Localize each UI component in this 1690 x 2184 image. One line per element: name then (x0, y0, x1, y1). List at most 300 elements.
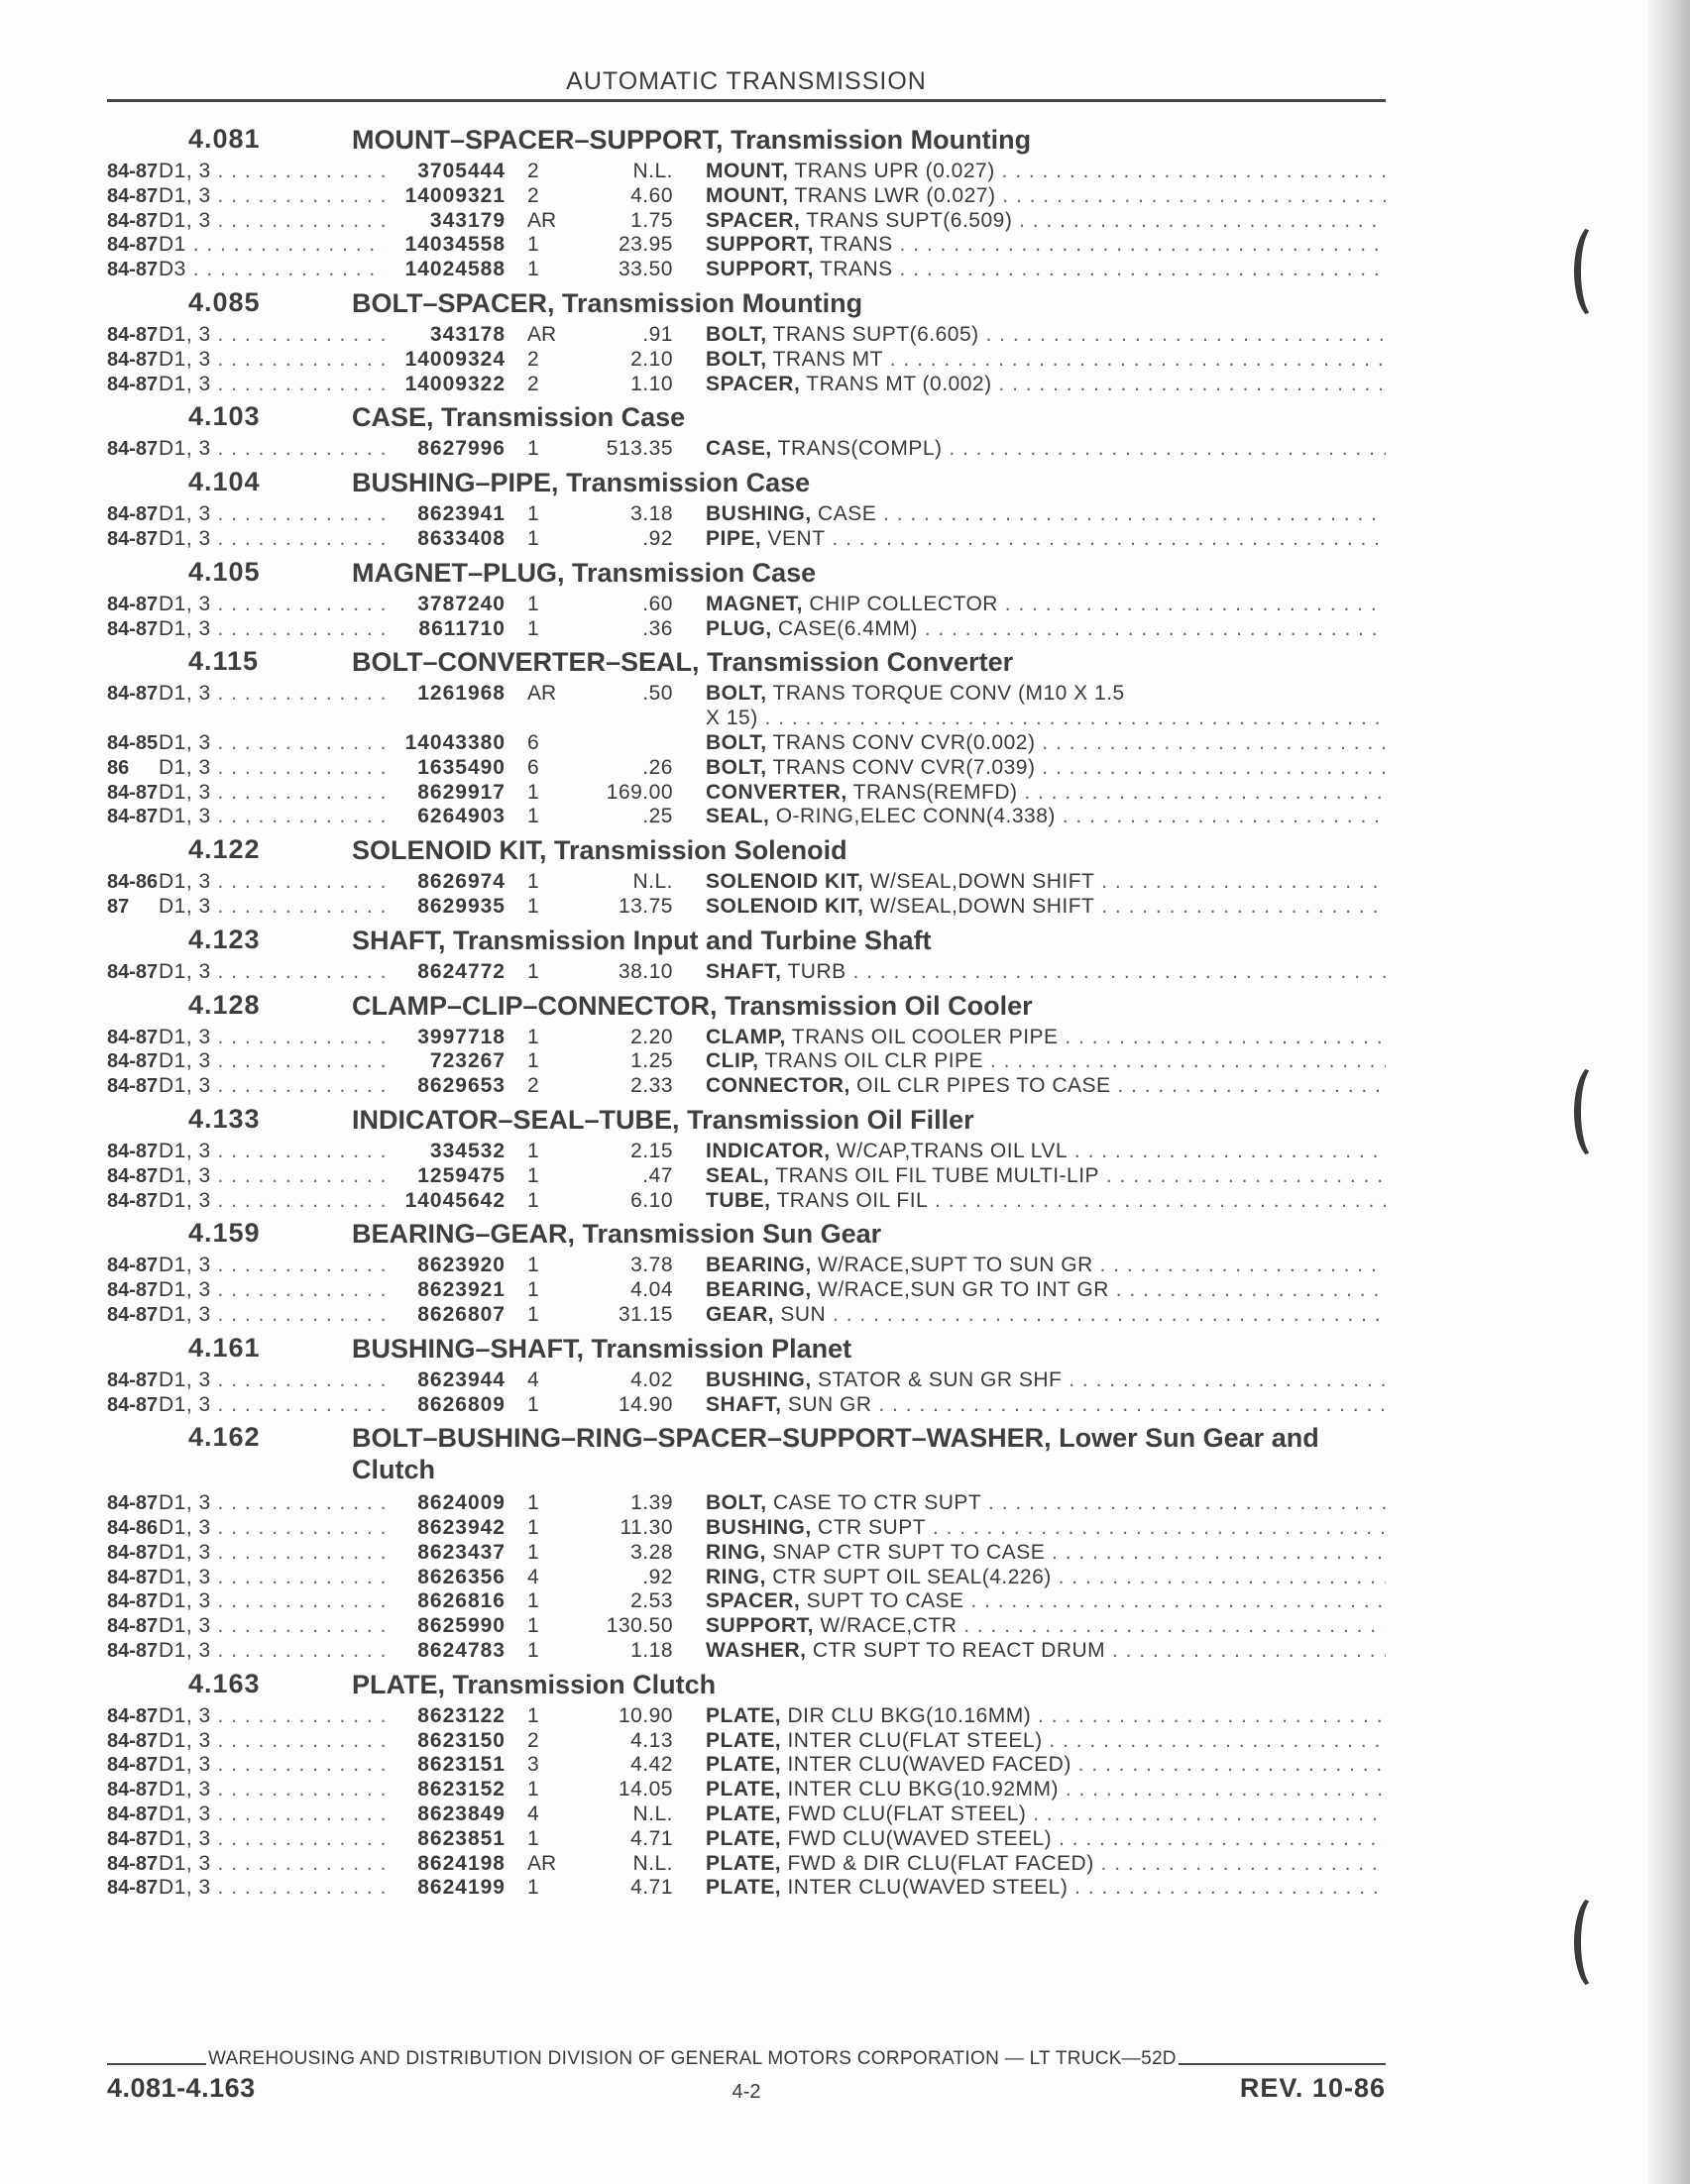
section-title-items: PLATE, (352, 1669, 445, 1699)
part-description-cell (673, 1278, 1386, 1303)
part-number: 8623122 (417, 1703, 506, 1727)
price: 2.33 (630, 1074, 673, 1098)
part-description: O-RING,ELEC CONN(4.338) (775, 805, 1056, 828)
part-number: 8623437 (417, 1540, 506, 1564)
quantity: 4 (527, 1565, 539, 1588)
price: 1.18 (630, 1639, 673, 1663)
model-codes: D1, 3 . . . (149, 1876, 385, 1901)
part-description: CASE (818, 502, 877, 526)
part-number: 8623921 (417, 1278, 506, 1302)
section-title-subject: Lower Sun Gear and Clutch (352, 1423, 1319, 1485)
binder-hole (1574, 224, 1615, 319)
price: 13.75 (618, 894, 673, 918)
part-description: TRANS LWR (0.027) (794, 183, 996, 207)
part-description: TRANS (820, 258, 893, 281)
section-header (107, 641, 1386, 682)
part-row (107, 502, 1386, 527)
section-4-115 (107, 641, 1386, 829)
part-description: CASE(6.4MM) (778, 616, 918, 640)
part-description-cell (673, 1566, 1386, 1590)
section-number: 4.122 (188, 834, 261, 865)
part-row (107, 1778, 1386, 1802)
part-number: 14024588 (404, 258, 506, 281)
part-description: FWD & DIR CLU(FLAT FACED) (787, 1851, 1094, 1875)
part-description-cell (673, 1516, 1386, 1541)
part-number: 3705444 (417, 160, 506, 182)
quantity: 1 (527, 1826, 539, 1850)
quantity: 1 (527, 1703, 539, 1727)
quantity: 1 (527, 1025, 539, 1048)
model-years: 86 (107, 756, 130, 779)
model-years: 84-87 (107, 1279, 159, 1302)
part-name: PLATE, (706, 1728, 782, 1752)
price: 38.10 (618, 959, 673, 983)
section-number: 4.104 (188, 467, 261, 497)
quantity: 2 (527, 1074, 539, 1098)
model-codes: D1, 3 . . . (149, 160, 385, 184)
part-number: 8624783 (417, 1639, 506, 1663)
part-description: CHIP COLLECTOR (809, 592, 998, 615)
part-description: W/SEAL,DOWN SHIFT (869, 894, 1095, 918)
part-row (107, 1639, 1386, 1664)
model-years: 84-87 (107, 960, 159, 983)
model-codes: D1, 3 . . . (149, 1541, 385, 1566)
part-description: TRANS MT (772, 347, 883, 371)
model-years: 84-87 (107, 1827, 159, 1850)
part-description-cell (673, 960, 1386, 985)
model-codes: D1, 3 . . . (149, 1778, 385, 1802)
part-number: 8624198 (417, 1851, 506, 1875)
section-number: 4.105 (188, 556, 261, 587)
section-title-subject: Transmission Oil Filler (687, 1104, 974, 1135)
price: 3.18 (630, 502, 673, 526)
section-number: 4.123 (188, 924, 261, 954)
model-codes: D1, 3 . . . (149, 373, 385, 397)
quantity: 1 (527, 1516, 539, 1540)
part-row (107, 1566, 1386, 1590)
part-number: 723267 (429, 1049, 506, 1073)
part-name: CONNECTOR, (706, 1074, 850, 1098)
part-row (107, 437, 1386, 462)
price: .91 (642, 322, 673, 346)
part-number: 8625990 (417, 1614, 506, 1638)
section-title-subject: Transmission Clutch (452, 1669, 717, 1699)
section-title-items: MOUNT–SPACER–SUPPORT, (352, 125, 724, 155)
section-title (352, 557, 1386, 589)
part-name: MOUNT, (706, 183, 789, 207)
part-row (107, 373, 1386, 397)
part-row (107, 1704, 1386, 1729)
part-number: 8624009 (417, 1491, 506, 1515)
part-row (107, 184, 1386, 209)
price: 10.90 (618, 1703, 673, 1727)
quantity: 1 (527, 1139, 539, 1162)
part-row (107, 1541, 1386, 1566)
part-number: 8624772 (417, 959, 506, 983)
section-4-128 (107, 985, 1386, 1099)
part-number: 14045642 (404, 1188, 506, 1212)
price: 130.50 (606, 1614, 673, 1638)
price: .47 (642, 1163, 673, 1187)
part-description: TRANS OIL FIL (776, 1188, 929, 1212)
part-row (107, 805, 1386, 829)
model-years: 84-87 (107, 1877, 159, 1900)
part-row (107, 1491, 1386, 1516)
quantity: 2 (527, 183, 539, 207)
model-codes: D1, 3 . . . (149, 1254, 385, 1278)
model-years: 84-87 (107, 1492, 159, 1515)
part-row (107, 1303, 1386, 1328)
model-years: 84-87 (107, 503, 159, 526)
part-description-cell (673, 1876, 1386, 1901)
price: 4.71 (630, 1876, 673, 1900)
part-description-cell (673, 1827, 1386, 1852)
part-description: DIR CLU BKG(10.16MM) (787, 1703, 1032, 1727)
part-row (107, 1254, 1386, 1278)
model-years: 84-87 (107, 1729, 159, 1752)
part-row (107, 593, 1386, 617)
quantity: 1 (527, 894, 539, 918)
model-years: 84-86 (107, 1517, 159, 1540)
part-name: RING, (706, 1565, 766, 1588)
part-description: TRANS OIL CLR PIPE (764, 1049, 984, 1073)
section-title-items: BOLT–CONVERTER–SEAL, (352, 647, 700, 678)
model-codes: D1, 3 . . . (149, 502, 385, 527)
section-title-subject: Transmission Oil Cooler (725, 990, 1033, 1021)
part-number: 3787240 (417, 592, 506, 615)
model-codes: D1, 3 . . . (149, 731, 385, 756)
section-title-items: SHAFT, (352, 925, 446, 955)
part-name: MAGNET, (706, 592, 803, 615)
part-row (107, 527, 1386, 552)
section-title (352, 467, 1386, 498)
part-name: PIPE, (706, 526, 762, 550)
price: 31.15 (618, 1302, 673, 1326)
section-title (352, 1333, 1386, 1365)
model-years: 87 (107, 895, 130, 918)
part-description-cell (673, 209, 1386, 234)
part-description-cell (673, 160, 1386, 184)
model-codes: D1, 3 . . . (149, 1026, 385, 1050)
model-years: 84-87 (107, 1704, 159, 1727)
part-name: PLATE, (706, 1876, 782, 1900)
quantity: 1 (527, 1589, 539, 1613)
part-description: W/RACE,CTR (820, 1614, 958, 1638)
section-title-items: CASE, (352, 402, 434, 433)
price: 4.71 (630, 1826, 673, 1850)
section-title-subject: Transmission Planet (591, 1333, 852, 1364)
part-description-cell (673, 184, 1386, 209)
model-years: 84-87 (107, 1852, 159, 1875)
quantity: 2 (527, 160, 539, 182)
section-title-subject: Transmission Mounting (731, 125, 1032, 155)
part-number: 8623941 (417, 502, 506, 526)
section-title-items: MAGNET–PLUG, (352, 557, 565, 588)
model-codes: D1, 3 . . . (149, 781, 385, 806)
section-header (107, 462, 1386, 502)
section-header (107, 1213, 1386, 1254)
part-description-cell (673, 502, 1386, 527)
price: .92 (642, 1565, 673, 1588)
model-codes: D1, 3 . . . (149, 1393, 385, 1418)
part-row (107, 233, 1386, 258)
model-years: 84-87 (107, 1590, 159, 1613)
quantity: 1 (527, 1302, 539, 1326)
part-description: TRANS CONV CVR(7.039) (772, 755, 1036, 779)
model-codes: D1, 3 . . . (149, 1303, 385, 1328)
model-codes: D1, 3 . . . (149, 1074, 385, 1099)
part-name: SUPPORT, (706, 1614, 815, 1638)
price: 1.10 (630, 372, 673, 395)
page-number: 4-2 (732, 2081, 761, 2103)
model-codes: D1, 3 . . . (149, 1852, 385, 1877)
section-header (107, 552, 1386, 593)
part-name: SHAFT, (706, 959, 782, 983)
part-description-cell (673, 617, 1386, 642)
price: 2.15 (630, 1139, 673, 1162)
part-row (107, 617, 1386, 642)
part-description: FWD CLU(WAVED STEEL) (787, 1826, 1053, 1850)
model-codes: D1, 3 . . . (149, 1566, 385, 1590)
part-number: 8626807 (417, 1302, 506, 1326)
section-number: 4.133 (188, 1103, 261, 1134)
model-years: 84-87 (107, 259, 159, 281)
part-name: SOLENOID KIT, (706, 894, 864, 918)
footer-section-range: 4.081-4.163 (107, 2073, 256, 2103)
part-description-cell (673, 1541, 1386, 1566)
part-name: BUSHING, (706, 1367, 812, 1391)
part-name: SUPPORT, (706, 233, 815, 257)
model-years: 84-87 (107, 593, 159, 615)
model-codes: D1, 3 . . . (149, 682, 385, 707)
section-4-105 (107, 552, 1386, 642)
part-row (107, 348, 1386, 373)
part-description-cell (673, 1074, 1386, 1099)
section-header (107, 1417, 1386, 1491)
quantity: 1 (527, 1491, 539, 1515)
part-number: 334532 (429, 1139, 506, 1162)
part-name: MOUNT, (706, 160, 789, 182)
section-title-subject: Transmission Case (566, 468, 811, 498)
section-title-items: CLAMP–CLIP–CONNECTOR, (352, 990, 718, 1021)
part-description-cell (673, 1368, 1386, 1393)
part-description-cell (673, 1639, 1386, 1664)
model-codes: D1, 3 . . . (149, 756, 385, 781)
part-description-cell (673, 895, 1386, 920)
part-description: CTR SUPT (818, 1516, 927, 1540)
quantity: 1 (527, 233, 539, 257)
part-name: GEAR, (706, 1302, 775, 1326)
model-years: 84-87 (107, 1050, 159, 1073)
section-title (352, 646, 1386, 678)
section-4-159 (107, 1213, 1386, 1327)
part-name: SPACER, (706, 208, 801, 232)
part-description-cell (673, 1491, 1386, 1516)
section-header (107, 1328, 1386, 1368)
part-number: 8623942 (417, 1516, 506, 1540)
model-years: 84-87 (107, 1779, 159, 1802)
part-description-cell (673, 1049, 1386, 1074)
quantity: AR (527, 1851, 557, 1875)
model-years: 84-87 (107, 1393, 159, 1416)
model-codes: D1, 3 . . . (149, 1164, 385, 1189)
part-description: FWD CLU(FLAT STEEL) (787, 1802, 1027, 1826)
model-years: 84-87 (107, 1026, 159, 1048)
price: .26 (642, 755, 673, 779)
part-number: 8624199 (417, 1876, 506, 1900)
part-number: 1635490 (417, 755, 506, 779)
part-number: 8626809 (417, 1392, 506, 1416)
quantity: 1 (527, 1278, 539, 1302)
part-description: INTER CLU(WAVED STEEL) (787, 1876, 1069, 1900)
model-years: 84-87 (107, 348, 159, 371)
quantity: 1 (527, 870, 539, 894)
part-description: TRANS SUPT(6.509) (806, 208, 1013, 232)
model-years: 84-87 (107, 1140, 159, 1162)
part-name: SEAL, (706, 805, 770, 828)
price: N.L. (632, 870, 673, 894)
part-row (107, 1278, 1386, 1303)
price: N.L. (632, 160, 673, 182)
price: 4.04 (630, 1278, 673, 1302)
quantity: AR (527, 322, 557, 346)
part-name: CLIP, (706, 1049, 759, 1073)
quantity: 1 (527, 437, 539, 461)
part-row (107, 1393, 1386, 1418)
part-description-cell (673, 1189, 1386, 1214)
section-title (352, 834, 1386, 866)
model-codes: D1, 3 . . . (149, 960, 385, 985)
part-description-cell (673, 348, 1386, 373)
part-description-cell (673, 805, 1386, 829)
price: 4.60 (630, 183, 673, 207)
part-description-cell (673, 323, 1386, 348)
part-name: CONVERTER, (706, 780, 847, 804)
section-number: 4.103 (188, 401, 261, 432)
quantity: 2 (527, 347, 539, 371)
part-number: 8623151 (417, 1753, 506, 1777)
section-header (107, 396, 1386, 437)
section-header (107, 282, 1386, 323)
quantity: 1 (527, 1614, 539, 1638)
part-description-cell (673, 593, 1386, 617)
model-years: 84-87 (107, 1368, 159, 1391)
model-codes: D1 . . . (149, 233, 385, 258)
part-number: 8633408 (417, 526, 506, 550)
section-header (107, 985, 1386, 1026)
quantity: 2 (527, 1728, 539, 1752)
price: 1.39 (630, 1491, 673, 1515)
part-number: 14009322 (404, 372, 506, 395)
model-codes: D1, 3 . . . (149, 805, 385, 829)
part-description: W/RACE,SUPT TO SUN GR (818, 1254, 1093, 1277)
model-years: 84-87 (107, 1615, 159, 1638)
part-number: 14009321 (404, 183, 506, 207)
part-number: 14009324 (404, 347, 506, 371)
part-description: W/SEAL,DOWN SHIFT (869, 870, 1095, 894)
model-codes: D1, 3 . . . (149, 1516, 385, 1541)
quantity: 1 (527, 1639, 539, 1663)
part-row (107, 1729, 1386, 1754)
part-description: OIL CLR PIPES TO CASE (856, 1074, 1111, 1098)
section-header (107, 920, 1386, 960)
part-description-cell (673, 1589, 1386, 1614)
model-codes: D1, 3 . . . (149, 1491, 385, 1516)
price: 1.75 (630, 208, 673, 232)
part-row (107, 1802, 1386, 1827)
part-description-cell (673, 1393, 1386, 1418)
part-description-cell (673, 373, 1386, 397)
section-title (352, 287, 1386, 319)
part-description: SUN (780, 1302, 827, 1326)
part-description-cell (673, 781, 1386, 806)
section-title-subject: Transmission Input and Turbine Shaft (453, 925, 932, 955)
part-description-cell (673, 258, 1386, 282)
section-title-items: BEARING–GEAR, (352, 1219, 576, 1250)
model-codes: D1, 3 . . . (149, 1140, 385, 1164)
model-years: 84-87 (107, 323, 159, 346)
part-description: VENT (767, 526, 826, 550)
price: 11.30 (620, 1516, 673, 1540)
part-description-cell (673, 233, 1386, 258)
quantity: 1 (527, 1188, 539, 1212)
part-name: PLATE, (706, 1851, 782, 1875)
part-name: RING, (706, 1540, 766, 1564)
section-4-122 (107, 829, 1386, 920)
part-row (107, 1189, 1386, 1214)
section-title-items: INDICATOR–SEAL–TUBE, (352, 1104, 680, 1135)
part-name: INDICATOR, (706, 1139, 831, 1162)
quantity: 6 (527, 730, 539, 754)
price: 2.20 (630, 1025, 673, 1048)
part-description-cell (673, 1778, 1386, 1802)
part-description-cell (673, 1140, 1386, 1164)
model-years: 84-87 (107, 161, 159, 182)
part-description: W/RACE,SUN GR TO INT GR (818, 1278, 1109, 1302)
model-codes: D1, 3 . . . (149, 323, 385, 348)
part-row (107, 756, 1386, 781)
part-number: 1261968 (417, 682, 506, 706)
part-description: TRANS OIL FIL TUBE MULTI-LIP (775, 1163, 1100, 1187)
section-number: 4.163 (188, 1668, 261, 1698)
part-number: 6264903 (417, 805, 506, 828)
part-name: BEARING, (706, 1254, 812, 1277)
price: 33.50 (618, 258, 673, 281)
model-codes: D3 . . . (149, 258, 385, 282)
part-row (107, 1614, 1386, 1639)
quantity: 1 (527, 526, 539, 550)
quantity: 1 (527, 1778, 539, 1802)
price: 3.28 (630, 1540, 673, 1564)
model-codes: D1, 3 . . . (149, 1368, 385, 1393)
quantity: 1 (527, 258, 539, 281)
part-number: 8623944 (417, 1367, 506, 1391)
part-row (107, 1140, 1386, 1164)
price: 14.90 (618, 1392, 673, 1416)
model-codes: D1, 3 . . . (149, 1049, 385, 1074)
quantity: 1 (527, 1540, 539, 1564)
quantity: 1 (527, 502, 539, 526)
part-description: TRANS SUPT(6.605) (772, 322, 979, 346)
part-row (107, 1876, 1386, 1901)
part-name: BOLT, (706, 682, 767, 706)
section-title (352, 925, 1386, 956)
section-title-subject: Transmission Case (572, 557, 817, 588)
model-codes: D1, 3 . . . (149, 1278, 385, 1303)
part-number: 8627996 (417, 437, 506, 461)
section-title (352, 1422, 1386, 1485)
part-description: TRANS MT (0.002) (806, 372, 992, 395)
